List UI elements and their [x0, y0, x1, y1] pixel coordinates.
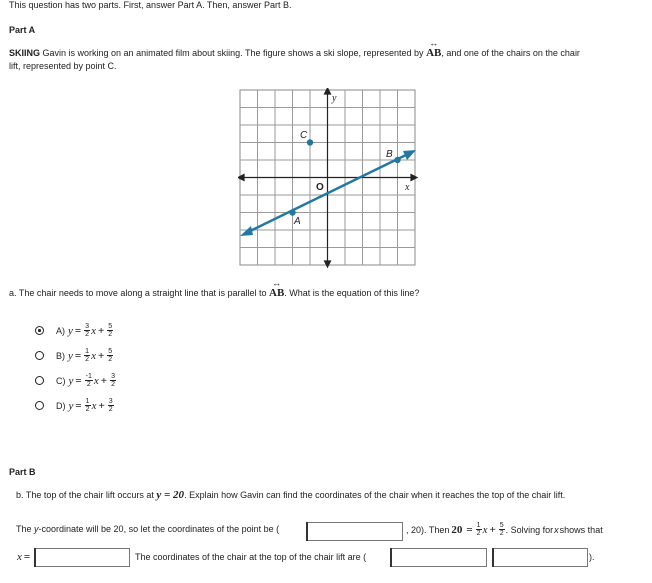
- point-b: [394, 157, 400, 163]
- choice-radio[interactable]: [35, 401, 44, 410]
- choice-lhs: y: [68, 374, 74, 387]
- coordinate-x-input[interactable]: [390, 548, 487, 567]
- choice-option[interactable]: [35, 373, 117, 388]
- problem-statement-line2: lift, represented by point C.: [9, 61, 117, 71]
- choice-plus: +: [98, 399, 105, 412]
- answer-line-1-pre: The: [16, 524, 35, 534]
- choice-equals: =: [75, 399, 82, 412]
- choice-equals: =: [75, 374, 82, 387]
- x-coordinate-input[interactable]: [306, 522, 403, 541]
- answer-line-2-start: [17, 551, 30, 563]
- answer-line-1-post-italic: x: [554, 524, 559, 535]
- coordinate-graph: [238, 88, 420, 270]
- question-a-text: a. The chair needs to move along a straight line that is parallel to: [9, 288, 269, 298]
- y-axis-down-arrow: [325, 261, 331, 267]
- answer-line-1-after: , 20). Then: [406, 524, 450, 535]
- line-ab-notation: ↔ AB: [426, 47, 441, 59]
- point-c: [307, 139, 313, 145]
- equation-plus: +: [489, 523, 496, 536]
- x-coordinate-input-field[interactable]: [307, 523, 402, 540]
- question-a-line-notation: ↔ AB: [269, 287, 284, 299]
- choice-lhs: y: [68, 349, 73, 362]
- choice-variable: x: [93, 374, 99, 387]
- choice-coefficient: $\frac{1}{2}$: [85, 398, 90, 413]
- y-axis-label: y: [332, 93, 337, 104]
- equation-equals: =: [466, 523, 473, 536]
- answer-line-1-start: [16, 524, 279, 534]
- choice-coefficient: $\frac{3}{2}$: [85, 323, 90, 338]
- question-a: [9, 287, 419, 299]
- choice-plus: +: [100, 374, 108, 387]
- question-a-text-end: . What is the equation of this line?: [284, 288, 420, 298]
- answer-line-1-italic: y: [34, 524, 39, 534]
- choice-plus: +: [97, 349, 105, 362]
- answer-line-2-mid: The coordinates of the chair at the top of the chair lift are (: [135, 552, 367, 562]
- coordinate-x-input-field[interactable]: [391, 549, 486, 566]
- choice-constant: $\frac{3}{2}$: [108, 398, 113, 413]
- point-a-label: A: [294, 216, 301, 227]
- x-axis-label: x: [405, 182, 410, 193]
- choice-constant: $\frac{3}{2}$: [111, 373, 115, 388]
- choice-constant: $\frac{5}{2}$: [108, 323, 113, 338]
- problem-text-1-end: , and one of the chairs on the chair: [441, 48, 580, 58]
- choice-radio[interactable]: [35, 326, 44, 335]
- coordinate-y-input-field[interactable]: [493, 549, 587, 566]
- problem-keyword: SKIING: [9, 48, 41, 58]
- answer-line-1-post-pre: . Solving for: [505, 524, 554, 535]
- point-b-label: B: [386, 149, 393, 160]
- choice-letter: C): [56, 375, 66, 386]
- equation-coefficient: $\frac{1}{2}$: [476, 522, 481, 537]
- line-ab-left-arrow: [240, 226, 253, 236]
- answer-line-2-eq: =: [23, 551, 31, 563]
- choice-variable: x: [91, 324, 96, 337]
- choice-option[interactable]: [35, 398, 115, 413]
- answer-line-2-end: ).: [589, 552, 595, 562]
- x-value-input[interactable]: [34, 548, 130, 567]
- choice-coefficient: $\frac{-1}{2}$: [85, 373, 92, 388]
- x-value-input-field[interactable]: [35, 549, 129, 566]
- question-b: [16, 489, 565, 501]
- choice-radio[interactable]: [35, 376, 44, 385]
- equation-constant: $\frac{5}{2}$: [499, 522, 504, 537]
- coordinate-y-input[interactable]: [492, 548, 588, 567]
- choice-variable: x: [91, 349, 96, 362]
- part-a-title: Part A: [9, 25, 36, 35]
- choice-equals: =: [74, 324, 82, 337]
- choice-letter: D): [56, 400, 66, 411]
- question-b-text-pre: b. The top of the chair lift occurs at: [16, 490, 157, 500]
- y-axis-up-arrow: [325, 88, 331, 94]
- equation-lhs: 20: [451, 523, 463, 536]
- graph-axes: [238, 88, 417, 267]
- question-b-text-post: . Explain how Gavin can find the coordinates of the chair when it reaches the top of the chair lift.: [184, 490, 566, 500]
- choice-lhs: y: [68, 399, 74, 412]
- choice-option[interactable]: [35, 323, 114, 338]
- choice-equals: =: [74, 349, 82, 362]
- problem-statement-line1: [9, 47, 580, 59]
- choice-lhs: y: [68, 324, 73, 337]
- question-b-math: y = 20: [156, 489, 185, 501]
- choice-plus: +: [97, 324, 105, 337]
- answer-line-2-var: x: [17, 551, 22, 563]
- x-axis-right-arrow: [411, 175, 417, 181]
- point-a: [289, 209, 295, 215]
- choice-radio[interactable]: [35, 351, 44, 360]
- choice-letter: B): [56, 350, 65, 361]
- answer-line-1-mid: -coordinate will be 20, so let the coordinates of the point be (: [38, 524, 280, 534]
- choice-constant: $\frac{5}{2}$: [108, 348, 113, 363]
- choice-option[interactable]: [35, 348, 114, 363]
- equation-variable: x: [482, 523, 488, 536]
- choice-coefficient: $\frac{1}{2}$: [85, 348, 90, 363]
- origin-label: O: [316, 182, 324, 193]
- choice-letter: A): [56, 325, 65, 336]
- line-ab-right-arrow: [403, 150, 416, 160]
- point-c-label: C: [300, 130, 308, 141]
- instructions-text: This question has two parts. First, answer Part A. Then, answer Part B.: [9, 0, 292, 10]
- answer-line-1-post-end: shows that: [559, 524, 603, 535]
- x-axis-left-arrow: [238, 175, 244, 181]
- answer-line-1-end: [406, 522, 603, 537]
- choice-variable: x: [91, 399, 97, 412]
- part-b-title: Part B: [9, 467, 36, 477]
- problem-text-1: Gavin is working on an animated film about skiing. The figure shows a ski slope, represented by: [40, 48, 427, 58]
